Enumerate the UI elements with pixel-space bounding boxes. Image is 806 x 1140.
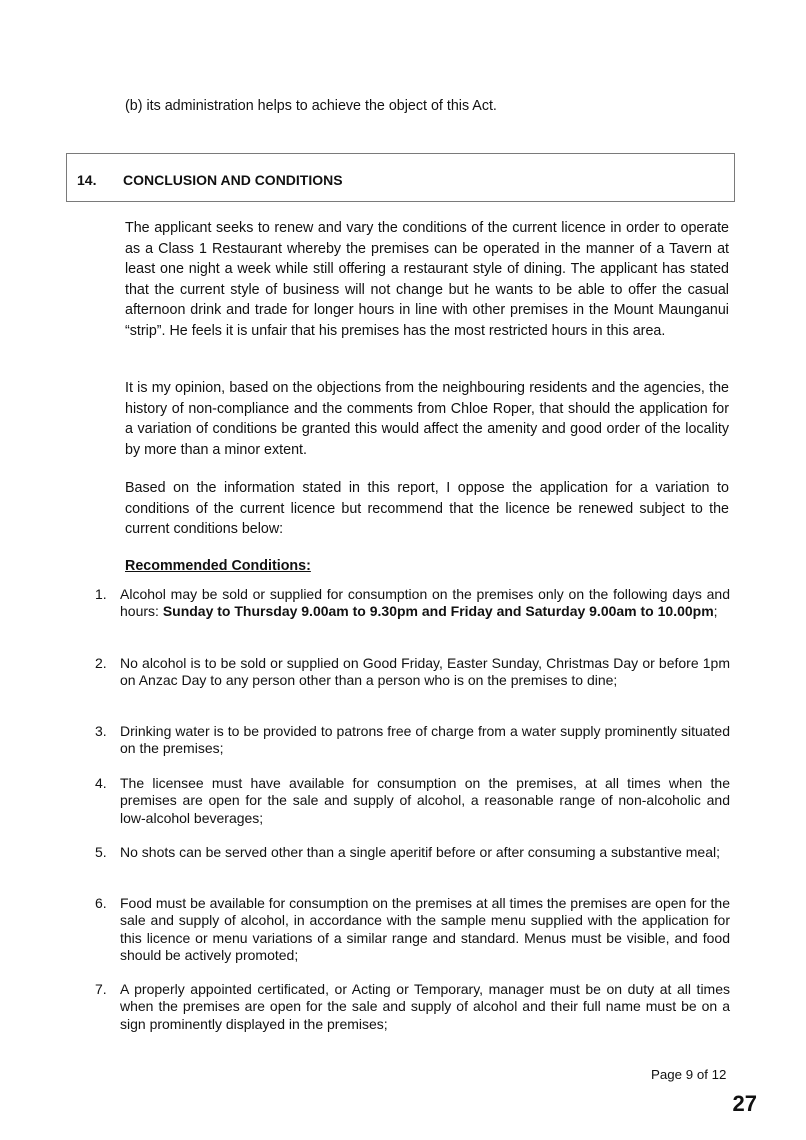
- page-number: 27: [732, 1091, 757, 1116]
- condition-number: 7.: [95, 981, 107, 997]
- condition-text: No alcohol is to be sold or supplied on Good Friday, Easter Sunday, Christmas Day or before 1pm on Anzac Day to any person other than a person who is on the premises to dine;: [120, 655, 730, 689]
- condition-text: A properly appointed certificated, or Acting or Temporary, manager must be on duty at all times when the premises are open for the sale and supply of alcohol and their full name must be on a sign prominently displayed in the premises;: [120, 981, 730, 1032]
- section-title: CONCLUSION AND CONDITIONS: [123, 172, 343, 188]
- condition-item: [95, 775, 730, 827]
- page-indicator: Page 9 of 12: [651, 1067, 727, 1082]
- condition-item: [95, 895, 730, 964]
- condition-text: No shots can be served other than a single aperitif before or after consuming a substantive meal;: [120, 844, 721, 860]
- condition-text: Alcohol may be sold or supplied for consumption on the premises only on the following days and hours: Sunday to Thursday 9.00am to 9.30pm and Friday and Saturday 9.00am to 10.00pm;: [120, 586, 730, 620]
- condition-item: [95, 655, 730, 690]
- condition-text: The licensee must have available for consumption on the premises, at all times when the premises are open for the sale and supply of alcohol, a reasonable range of non-alcoholic and low-alcohol beverages;: [120, 775, 730, 826]
- condition-number: 2.: [95, 655, 107, 671]
- section-number: 14.: [77, 172, 97, 188]
- conditions-heading: Recommended Conditions:: [125, 558, 311, 574]
- condition-item: [95, 723, 730, 758]
- condition-text: Food must be available for consumption on the premises at all times the premises are open for the sale and supply of alcohol, in accordance with the sample menu supplied with the application for this licence or menu variations of a similar range and standard. Menus must be visible, and food should be actively promoted;: [120, 895, 730, 963]
- condition-number: 4.: [95, 775, 107, 791]
- condition-number: 1.: [95, 586, 107, 602]
- condition-hours-bold: Sunday to Thursday 9.00am to 9.30pm and Friday and Saturday 9.00am to 10.00pm: [162, 603, 714, 620]
- condition-number: 5.: [95, 844, 107, 860]
- condition-text: Drinking water is to be provided to patrons free of charge from a water supply prominently situated on the premises;: [120, 723, 730, 757]
- section-heading-box: [66, 153, 735, 202]
- paragraph-opinion: It is my opinion, based on the objections from the neighbouring residents and the agencies, the history of non-compliance and the comments from Chloe Roper, that should the application for a variation of conditions be granted this would affect the amenity and good order of the locality by more than a minor extent.: [125, 380, 729, 458]
- condition-number: 6.: [95, 895, 107, 911]
- condition-item: [95, 844, 730, 861]
- paragraph-applicant: The applicant seeks to renew and vary the conditions of the current licence in order to operate as a Class 1 Restaurant whereby the premises can be operated in the manner of a Tavern at least one night a week while still offering a restaurant style of dining. The applicant has stated that the current style of business will not change but he wants to be able to offer the casual afternoon drink and trade for longer hours in line with other premises in the Mount Maunganui “strip”. He feels it is unfair that his premises has the most restricted hours in this area.: [125, 220, 729, 339]
- intro-line: (b) its administration helps to achieve the object of this Act.: [125, 98, 497, 114]
- paragraph-recommendation: Based on the information stated in this report, I oppose the application for a variation to conditions of the current licence but recommend that the licence be renewed subject to the current conditions below:: [125, 480, 729, 537]
- condition-number: 3.: [95, 723, 107, 739]
- condition-item: [95, 981, 730, 1033]
- condition-item: [95, 586, 730, 621]
